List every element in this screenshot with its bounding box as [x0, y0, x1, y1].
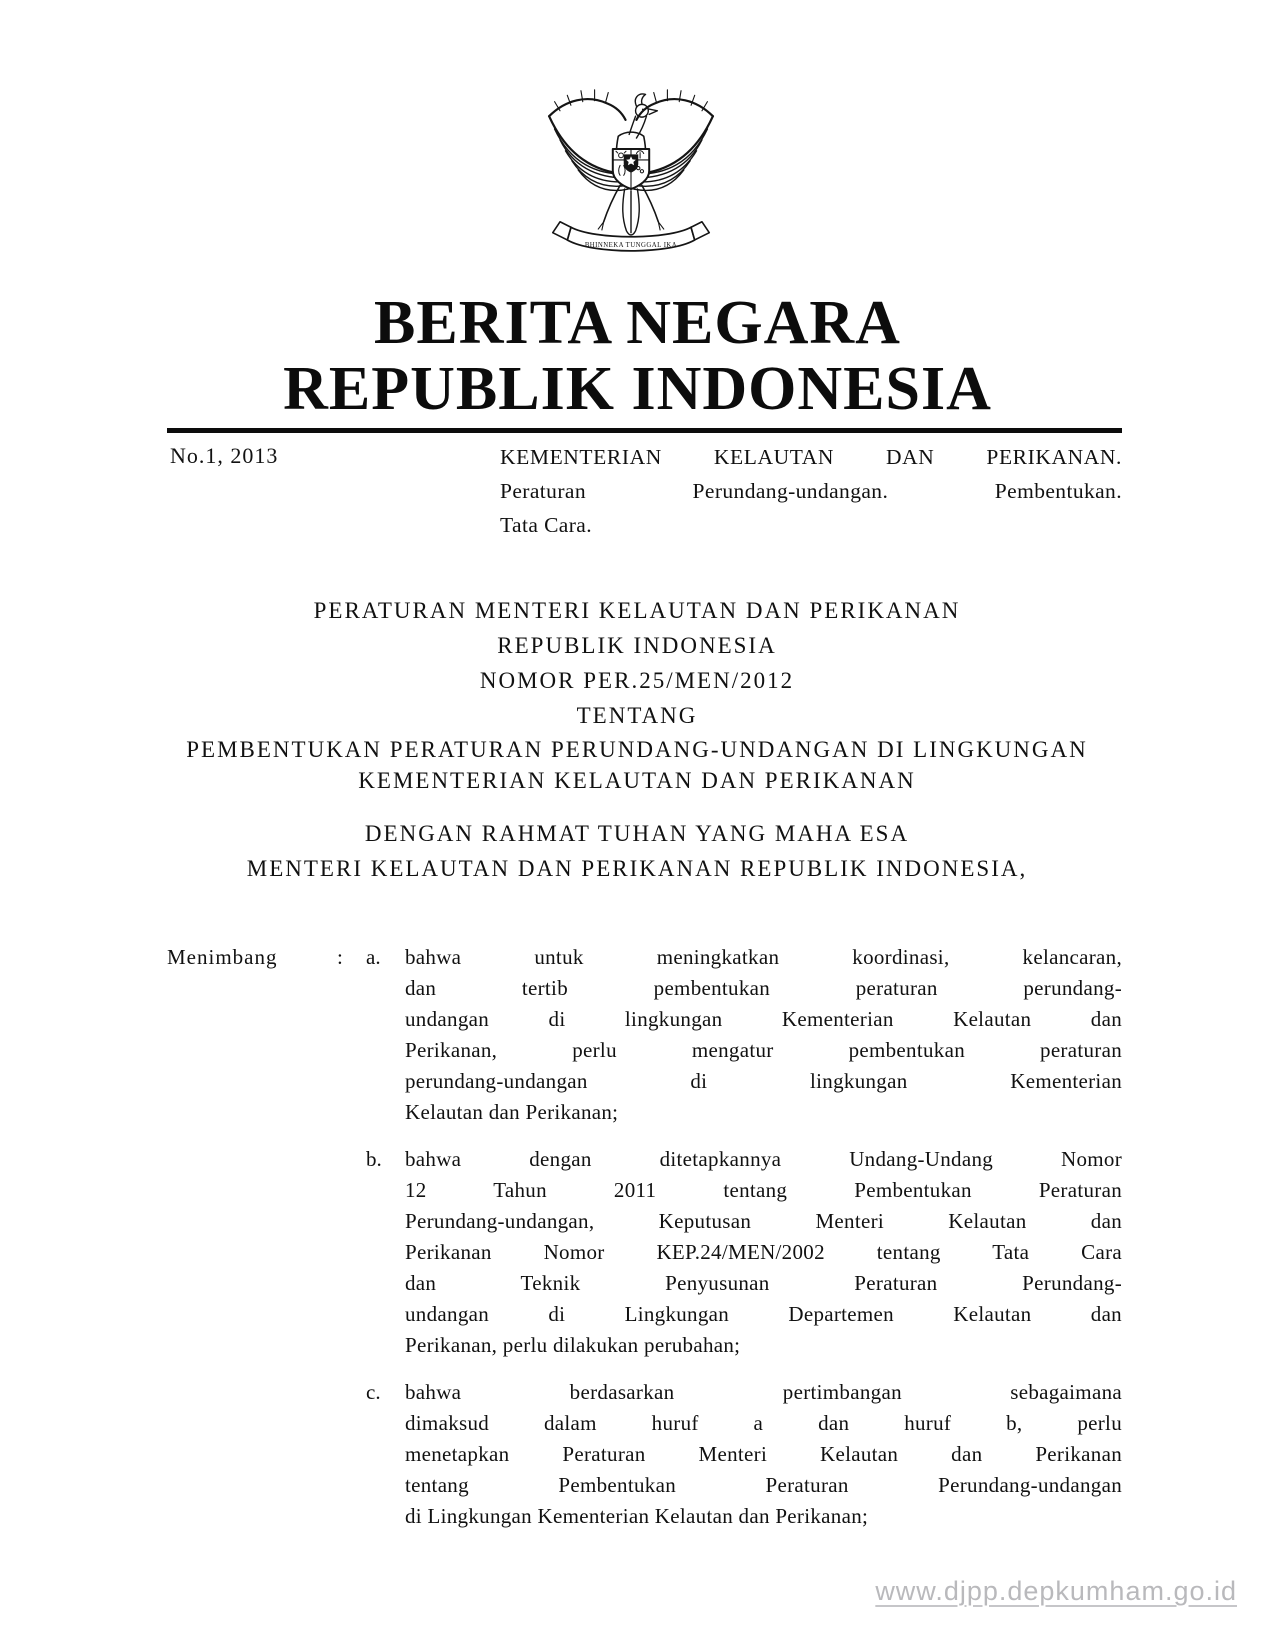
gazette-subject — [500, 440, 1122, 542]
considering-items — [366, 942, 1122, 1532]
item-text: bahwa untuk meningkatkan koordinasi, kelancaran, dan tertib pembentukan peraturan perundang- undangan di lingkungan Kementerian Kelautan dan Perikanan, perlu mengatur pembentukan peraturan perundang-undangan di lingkungan Kementerian Kelautan dan Perikanan; — [405, 945, 1122, 1124]
considering-label: Menimbang — [167, 945, 278, 969]
considering-item-a — [366, 942, 1122, 1128]
masthead — [0, 290, 1275, 422]
masthead-line-1: BERITA NEGARA — [374, 289, 901, 357]
title-line: KEMENTERIAN KELAUTAN DAN PERIKANAN — [358, 768, 916, 793]
gazette-subject-line: KEMENTERIAN KELAUTAN DAN PERIKANAN. — [500, 445, 1122, 469]
item-marker: c. — [366, 1380, 381, 1404]
watermark-url: www.djpp.depkumham.go.id — [875, 1576, 1237, 1606]
item-text: bahwa dengan ditetapkannya Undang-Undang Nomor 12 Tahun 2011 tentang Pembentukan Peraturan Perundang-undangan, Keputusan Menteri Kelautan dan Perikanan Nomor KEP.24/MEN/2002 tentang Tata Cara dan Teknik Penyusunan Peraturan Perundang- undangan di Lingkungan Departemen Kelautan dan Perikanan, perlu dilakukan perubahan; — [405, 1147, 1122, 1357]
title-line: NOMOR PER.25/MEN/2012 — [479, 668, 795, 693]
considering-item-b — [366, 1144, 1122, 1361]
masthead-line-2: REPUBLIK INDONESIA — [283, 355, 992, 423]
considering-item-c — [366, 1377, 1122, 1532]
gazette-subject-line: Tata Cara. — [500, 513, 593, 537]
pancasila-shield — [613, 149, 649, 189]
title-line: PERATURAN MENTERI KELAUTAN DAN PERIKANAN — [313, 598, 961, 623]
authority-line: MENTERI KELAUTAN DAN PERIKANAN REPUBLIK INDONESIA, — [246, 856, 1028, 881]
item-text: bahwa berdasarkan pertimbangan sebagaimana dimaksud dalam huruf a dan huruf b, perlu menetapkan Peraturan Menteri Kelautan dan Perikanan tentang Pembentukan Peraturan Perundang-undangan di Lingkungan Kementerian Kelautan dan Perikanan; — [405, 1380, 1122, 1528]
invocation-line: DENGAN RAHMAT TUHAN YANG MAHA ESA — [364, 821, 910, 846]
considering-section — [167, 942, 1122, 1532]
item-marker: b. — [366, 1147, 382, 1171]
regulation-title-block — [167, 593, 1107, 886]
masthead-rule — [167, 428, 1122, 433]
emblem-motto-text: BHINNEKA TUNGGAL IKA — [584, 242, 678, 250]
title-line: REPUBLIK INDONESIA — [497, 633, 777, 658]
tail-feathers — [623, 189, 639, 235]
title-line: TENTANG — [576, 703, 698, 728]
title-line: PEMBENTUKAN PERATURAN PERUNDANG-UNDANGAN DI LINGKUNGAN — [186, 737, 1088, 762]
garuda-pancasila-emblem — [540, 83, 722, 275]
gazette-number: No.1, 2013 — [170, 443, 279, 468]
item-marker: a. — [366, 945, 381, 969]
gazette-subject-line: Peraturan Perundang-undangan. Pembentukan. — [500, 479, 1122, 503]
eagle-head — [629, 94, 657, 138]
considering-colon: : — [337, 945, 343, 969]
